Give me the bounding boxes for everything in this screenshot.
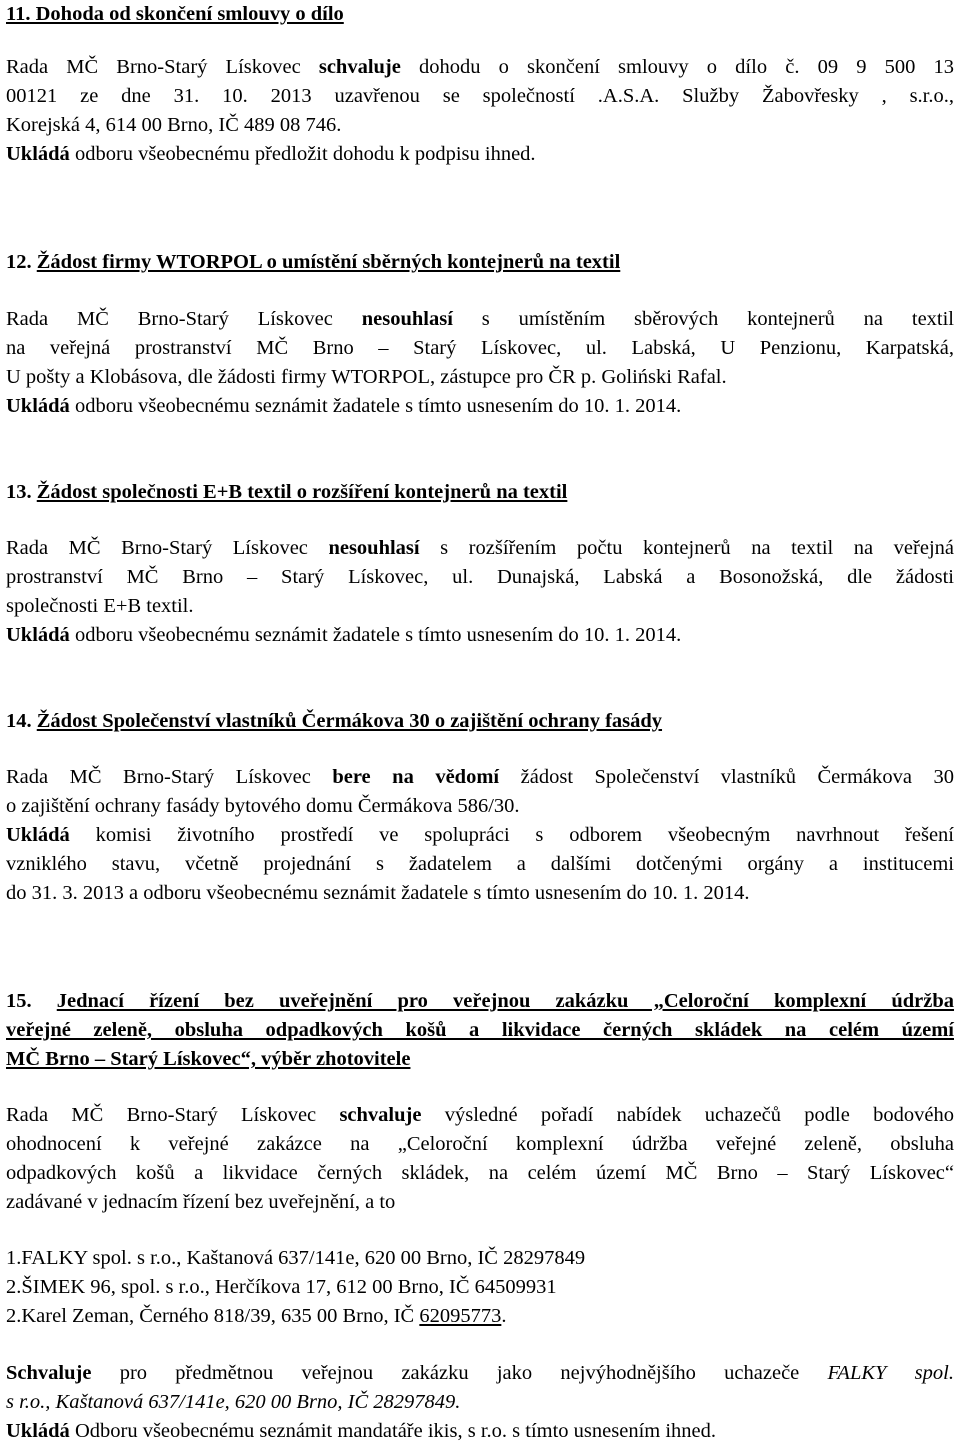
- winner-name: FALKY spol.: [827, 1362, 954, 1384]
- section-11-line-2: [6, 82, 954, 111]
- decision-verb: Ukládá: [6, 824, 70, 846]
- offer-item-1: [6, 1244, 585, 1273]
- text: s rozšířením počtu kontejnerů na textil na veřejná: [419, 537, 954, 559]
- decision-verb: Ukládá: [6, 143, 70, 165]
- text: Rada MČ Brno-Starý Lískovec: [6, 308, 362, 330]
- section-number: 12.: [6, 251, 37, 273]
- text: prostranství MČ Brno – Starý Lískovec, ul. Dunajská, Labská a Bosonožská, dle žádosti: [6, 566, 954, 588]
- decision-verb: Ukládá: [6, 1420, 70, 1442]
- text: odboru všeobecnému seznámit žadatele s tímto usnesením do 10. 1. 2014.: [69, 624, 682, 646]
- decision-verb: nesouhlasí: [361, 308, 453, 330]
- section-15-final-line-1: [6, 1359, 954, 1388]
- section-15-title-line-1: [6, 987, 954, 1016]
- section-12-title-text: Žádost firmy WTORPOL o umístění sběrných kontejnerů na textil: [36, 251, 621, 273]
- decision-verb: bere na vědomí: [332, 766, 500, 788]
- text: Rada MČ Brno-Starý Lískovec: [6, 56, 319, 78]
- text: 2.ŠIMEK 96, spol. s r.o., Herčíkova 17, 612 00 Brno, IČ 64509931: [6, 1276, 557, 1298]
- section-15-line-3: [6, 1159, 954, 1188]
- text: 1.FALKY spol. s r.o., Kaštanová 637/141e, 620 00 Brno, IČ 28297849: [6, 1247, 586, 1269]
- section-11-title-text: 11. Dohoda od skončení smlouvy o dílo: [6, 3, 344, 25]
- decision-verb: nesouhlasí: [328, 537, 420, 559]
- text: .: [501, 1305, 507, 1327]
- offer-item-3: [6, 1302, 506, 1331]
- ico-number: 62095773: [419, 1305, 502, 1327]
- text: s umístěním sběrových kontejnerů na textil: [452, 308, 955, 330]
- text: žádost Společenství vlastníků Čermákova 30: [499, 766, 954, 788]
- text: výsledné pořadí nabídek uchazečů podle bodového: [421, 1104, 954, 1126]
- section-15-line-4: [6, 1188, 395, 1217]
- section-13-line-4: [6, 621, 681, 650]
- section-11-line-1: [6, 53, 954, 82]
- text: dohodu o skončení smlouvy o dílo č. 09 9 500 13: [400, 56, 955, 78]
- section-14-line-1: [6, 763, 954, 792]
- section-12-line-1: [6, 305, 954, 334]
- decision-verb: schvaluje: [339, 1104, 422, 1126]
- winner-address: s r.o., Kaštanová 637/141e, 620 00 Brno, IČ 28297849.: [6, 1391, 461, 1413]
- section-11-title: [6, 0, 344, 29]
- section-14-line-5: [6, 879, 750, 908]
- text: společnosti E+B textil.: [6, 595, 194, 617]
- text: o zajištění ochrany fasády bytového domu Čermákova 586/30.: [6, 795, 520, 817]
- section-13-title-text: Žádost společnosti E+B textil o rozšíření kontejnerů na textil: [36, 481, 568, 503]
- section-number: 13.: [6, 481, 37, 503]
- text: odpadkových košů a likvidace černých skládek, na celém území MČ Brno – Starý Lískovec“: [6, 1162, 954, 1184]
- text: komisi životního prostředí ve spolupráci s odborem všeobecným navrhnout řešení: [69, 824, 954, 846]
- text: Korejská 4, 614 00 Brno, IČ 489 08 746.: [6, 114, 342, 136]
- section-13-line-3: [6, 592, 194, 621]
- text: odboru všeobecnému seznámit žadatele s tímto usnesením do 10. 1. 2014.: [69, 395, 682, 417]
- text: vzniklého stavu, včetně projednání s žadatelem a dalšími dotčenými orgány a institucemi: [6, 853, 954, 875]
- text: U pošty a Klobásova, dle žádosti firmy WTORPOL, zástupce pro ČR p. Goliński Rafal.: [6, 366, 727, 388]
- text: Rada MČ Brno-Starý Lískovec: [6, 537, 329, 559]
- text: na veřejná prostranství MČ Brno – Starý Lískovec, ul. Labská, U Penzionu, Karpatská,: [6, 337, 954, 359]
- section-15-final-line-3: [6, 1417, 716, 1446]
- section-12-title: [6, 248, 620, 277]
- section-12-line-2: [6, 334, 954, 363]
- section-14-line-4: [6, 850, 954, 879]
- decision-verb: Ukládá: [6, 624, 70, 646]
- section-15-title-text: MČ Brno – Starý Lískovec“, výběr zhotovitele: [6, 1048, 411, 1070]
- text: do 31. 3. 2013 a odboru všeobecnému seznámit žadatele s tímto usnesením do 10. 1. 2014.: [6, 882, 750, 904]
- section-14-line-2: [6, 792, 520, 821]
- text: 00121 ze dne 31. 10. 2013 uzavřenou se společností .A.S.A. Služby Žabovřesky , s.r.o.,: [6, 85, 954, 107]
- section-15-title-line-2: [6, 1016, 954, 1045]
- decision-verb: Schvaluje: [6, 1362, 92, 1384]
- section-15-title-line-3: [6, 1045, 410, 1074]
- section-number: 15.: [6, 990, 57, 1012]
- decision-verb: schvaluje: [318, 56, 401, 78]
- text: Rada MČ Brno-Starý Lískovec: [6, 766, 333, 788]
- section-15-line-1: [6, 1101, 954, 1130]
- section-14-line-3: [6, 821, 954, 850]
- section-14-title-text: Žádost Společenství vlastníků Čermákova 30 o zajištění ochrany fasády: [36, 710, 663, 732]
- text: Rada MČ Brno-Starý Lískovec: [6, 1104, 340, 1126]
- section-13-line-1: [6, 534, 954, 563]
- section-number: 14.: [6, 710, 37, 732]
- section-11-line-4: [6, 140, 536, 169]
- text: 2.Karel Zeman, Černého 818/39, 635 00 Brno, IČ: [6, 1305, 420, 1327]
- section-13-title: [6, 478, 567, 507]
- offer-item-2: [6, 1273, 557, 1302]
- section-15-line-2: [6, 1130, 954, 1159]
- section-13-line-2: [6, 563, 954, 592]
- section-14-title: [6, 707, 662, 736]
- section-15-title-text: veřejné zeleně, obsluha odpadkových košů a likvidace černých skládek na celém území: [6, 1019, 954, 1041]
- section-12-line-4: [6, 392, 681, 421]
- text: Odboru všeobecnému seznámit mandatáře ikis, s r.o. s tímto usnesením ihned.: [69, 1420, 717, 1442]
- text: ohodnocení k veřejné zakázce na „Celoroční komplexní údržba veřejné zeleně, obsluha: [6, 1133, 954, 1155]
- decision-verb: Ukládá: [6, 395, 70, 417]
- section-15-final-line-2: [6, 1388, 460, 1417]
- text: odboru všeobecnému předložit dohodu k podpisu ihned.: [69, 143, 536, 165]
- section-11-line-3: [6, 111, 341, 140]
- section-15-title-text: Jednací řízení bez uveřejnění pro veřejnou zakázku „Celoroční komplexní údržba: [56, 990, 955, 1012]
- text: zadávané v jednacím řízení bez uveřejnění, a to: [6, 1191, 396, 1213]
- section-12-line-3: [6, 363, 727, 392]
- text: pro předmětnou veřejnou zakázku jako nejvýhodnějšího uchazeče: [91, 1362, 828, 1384]
